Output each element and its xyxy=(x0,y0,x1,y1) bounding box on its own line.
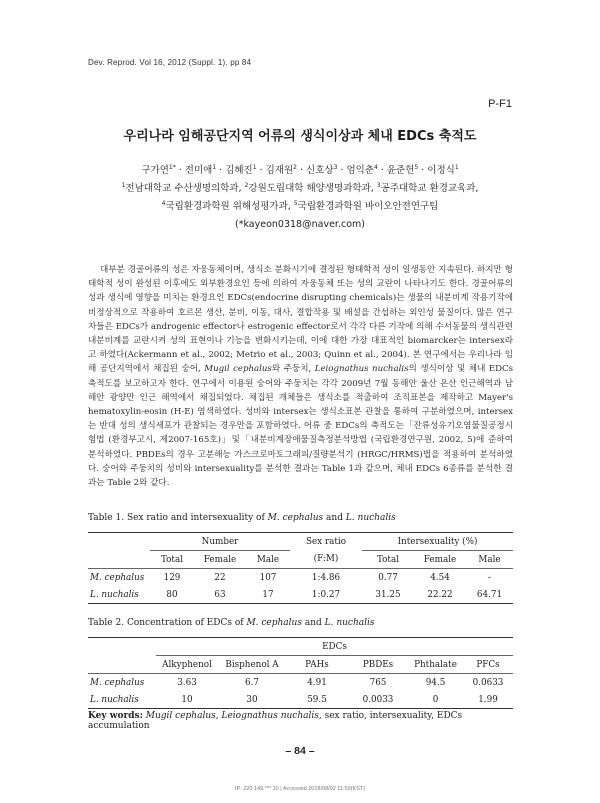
corresponding-email: (*kayeon0318@naver.com) xyxy=(235,219,365,230)
row-label: L. nuchalis xyxy=(90,694,139,705)
author-affil-mark: 1 xyxy=(454,163,459,171)
table2-col-header: Alkyphenol xyxy=(162,659,212,670)
affiliation-line-2 xyxy=(0,198,600,216)
table1-col-header: Total xyxy=(376,554,400,565)
affiliation-line-1 xyxy=(0,180,600,198)
table-cell: 64.71 xyxy=(476,589,503,600)
table-cell: 0.77 xyxy=(378,572,398,583)
table1-col-header: Male xyxy=(256,554,280,565)
table-cell: 1:4.86 xyxy=(311,572,341,583)
table1-col-header: Female xyxy=(203,554,237,565)
author-affil-mark: 3 xyxy=(333,163,338,171)
table-cell: - xyxy=(488,572,491,583)
row-label: M. cephalus xyxy=(90,572,145,583)
author-affil-mark: 1* xyxy=(168,163,176,171)
author-affil-mark: 2 xyxy=(293,163,297,171)
table1-caption: Table 1. Sex ratio and intersexuality of M. cephalus and L. nuchalis xyxy=(88,513,396,523)
table-cell: 63 xyxy=(214,589,226,600)
table1-col-header: Male xyxy=(478,554,501,565)
author-affil-mark: 5 xyxy=(414,163,419,171)
affil-mark: 1 xyxy=(121,181,126,189)
table-cell: 129 xyxy=(163,572,181,583)
table-row xyxy=(88,674,513,692)
table-row xyxy=(88,586,513,604)
affiliation: 전남대학교 수산생명의학과, xyxy=(125,183,245,194)
row-label: L. nuchalis xyxy=(90,589,139,600)
table2-col-header: PBDEs xyxy=(362,659,394,670)
affil-mark: 4 xyxy=(161,199,166,207)
table-cell: 0.0033 xyxy=(362,694,394,705)
table1-col-header: Total xyxy=(160,554,184,565)
keywords: Key words: Mugil cephalus, Leiognathus nuchalis, sex ratio, intersexuality, EDCs accumulation xyxy=(88,711,463,731)
table1-col-header: Female xyxy=(423,554,457,565)
author-name: 엄익춘 xyxy=(346,165,374,176)
author-names: 구가연$^{1*}$ · 전미애$^1$ · 김혜진$^1$ · 김재원$^2$ · 신호상$^3$ · 엄익춘$^4$ · 윤준헌$^5$ · 이정식$^1$ xyxy=(141,163,459,176)
author-block xyxy=(0,162,600,234)
species-name: Leiognathus nuchalis xyxy=(221,711,319,721)
row-label: M. cephalus xyxy=(90,677,145,688)
table1-sexratio-unit: (F:M) xyxy=(313,554,339,565)
table-cell: 0 xyxy=(432,694,439,705)
table-cell: 1.99 xyxy=(478,694,498,705)
table-row xyxy=(88,569,513,587)
author-name: 구가연 xyxy=(141,165,169,176)
abstract-paragraph: 대부분 경골어류의 성은 자웅동체이며, 생식소 분화시기에 결정된 형태학적 성이 일생동안 지속된다. 하지만 형태학적 성이 완성된 이후에도 외부환경요인 등에 의하여 자웅동체 또는 성의 교란이 나타나기도 한다. 경골어류의 성과 생식에 영향을 미치는 환경요인 EDCs(endocrine disrupting chemicals)는 생물의 내분비계 작용기작에 비정상적으로 작용하여 호르몬 생산, 분비, 이동, 대사, 결합작용 및 배설을 간섭하는 외인성 물질이다. 많은 연구자들은 EDCs가 androgenic effector나 estrogenic effector로서 각각 다른 기작에 의해 수서동물의 생식관련 내분비계를 교란시켜 성의 표현이나 기능을 변화시키는데, 이에 대한 가장 대표적인 biomarcker는 intersex라고 하였다(Ackermann et al., 2002; Metrio et al., 2003; Quinn et al., 2004). 본 연구에서는 우리나라 임해 공단지역에서 채집된 숭어, Mugil cephalus와 주둥치, Leiognathus nuchalis의 생식이상 및 체내 EDCs 축적도를 보고하고자 한다. 연구에서 이용된 숭어와 주둥치는 각각 2009년 7월 동해안 울산 온산 인근해역과 남해안 광양만 인근 해역에서 채집되었다. 채집된 개체들은 생식소를 적출하여 조직표본을 제작하고 Mayer's hematoxylin-eosin (H-E) 염색하였다. 성비와 intersex는 생식소표본 관찰을 통하여 구분하였으며, intersex는 반대 성의 생식세포가 관찰되는 경우만을 포함하였다. 어류 중 EDCs의 축적도는「잔류성유기오염물질공정시험법 (환경부고시, 제2007-165호)」및「내분비계장애물질측정분석방법 (국립환경연구원, 2002, 5)에 준하여 분석하였다. PBDEs의 경우 고분해능 가스크로마토그래피/질량분석기 (HRGC/HRMS)법을 적용하여 분석하였다. 숭어와 주둥치의 성비와 intersexuality를 분석한 결과는 Table 1과 같으며, 체내 EDCs 6종류를 분석한 결과는 Table 2와 같다. xyxy=(88,265,513,489)
author-name: 전미애 xyxy=(184,165,213,176)
table-cell: 22.22 xyxy=(427,589,453,600)
author-name: 신호상 xyxy=(306,165,334,176)
table-cell: 22 xyxy=(214,572,226,583)
table-cell: 765 xyxy=(369,677,387,688)
species-name: Mugil cephalus xyxy=(145,711,216,721)
table2-col-header: PFCs xyxy=(476,659,500,670)
table-cell: 0.0633 xyxy=(472,677,504,688)
affiliation: 강원도립대학 해양생명과학과, xyxy=(248,183,377,194)
poster-code: P-F1 xyxy=(488,98,512,110)
abstract xyxy=(88,263,513,490)
affil-mark: 5 xyxy=(293,199,298,207)
access-footer: IP: 220.149.*** 10 | Accessed 2018/08/02 11:59(KST) xyxy=(234,786,366,792)
table-cell: 3.63 xyxy=(177,677,197,688)
table-cell: 10 xyxy=(181,694,193,705)
table1-group-intersex: Intersexuality (%) xyxy=(362,533,513,551)
species-name: Leiognathus nuchalis xyxy=(314,364,409,375)
table-row xyxy=(88,691,513,709)
table-cell: 4.54 xyxy=(430,572,450,583)
species-name: Mugil cephalus xyxy=(204,364,272,375)
affil-mark: 3 xyxy=(376,181,381,189)
table-cell: 80 xyxy=(166,589,178,600)
table-cell: 31.25 xyxy=(375,589,401,600)
journal-citation: Dev. Reprod. Vol 16, 2012 (Suppl. 1). pp 84 xyxy=(88,58,252,67)
table2-edcs-concentration xyxy=(88,637,513,709)
table-cell: 59.5 xyxy=(307,694,327,705)
table-cell: 1:0.27 xyxy=(311,589,341,600)
affiliation: 국립환경과학원 위해성평가과, xyxy=(165,201,294,212)
table2-caption: Table 2. Concentration of EDCs of M. cephalus and L. nuchalis xyxy=(88,618,375,628)
table1-group-number: Number xyxy=(150,533,290,551)
author-affil-mark: 1 xyxy=(212,163,217,171)
table1-group-sexratio: Sex ratio xyxy=(305,536,347,547)
table2-col-header: Bisphenol A xyxy=(225,659,279,670)
author-name: 김혜진 xyxy=(225,165,253,176)
affil-mark: 2 xyxy=(244,181,249,189)
keywords-label: Key words: xyxy=(88,711,143,721)
page-number: – 84 – xyxy=(285,745,315,757)
author-name: 김재원 xyxy=(265,165,294,176)
affiliation: 공주대학교 환경교육과, xyxy=(380,183,479,194)
table1-sex-ratio xyxy=(88,532,513,604)
table2-col-header: Phthalate xyxy=(414,659,457,670)
table-cell: 107 xyxy=(259,572,277,583)
table-cell: 4.91 xyxy=(307,677,327,688)
paper-title: 우리나라 임해공단지역 어류의 생식이상과 체내 EDCs 축적도 xyxy=(123,129,477,144)
author-affil-mark: 1 xyxy=(252,163,257,171)
affiliation: 국립환경과학원 바이오안전연구팀 xyxy=(297,201,439,212)
author-name: 윤준헌 xyxy=(386,165,415,176)
author-name: 이정식 xyxy=(427,165,455,176)
table2-col-header: PAHs xyxy=(305,659,329,670)
table-cell: 17 xyxy=(262,589,274,600)
table-cell: 6.7 xyxy=(245,677,259,688)
author-affil-mark: 4 xyxy=(373,163,378,171)
table-cell: 94.5 xyxy=(425,677,446,688)
table-cell: 30 xyxy=(246,694,258,705)
table2-group-edcs: EDCs xyxy=(156,638,513,656)
